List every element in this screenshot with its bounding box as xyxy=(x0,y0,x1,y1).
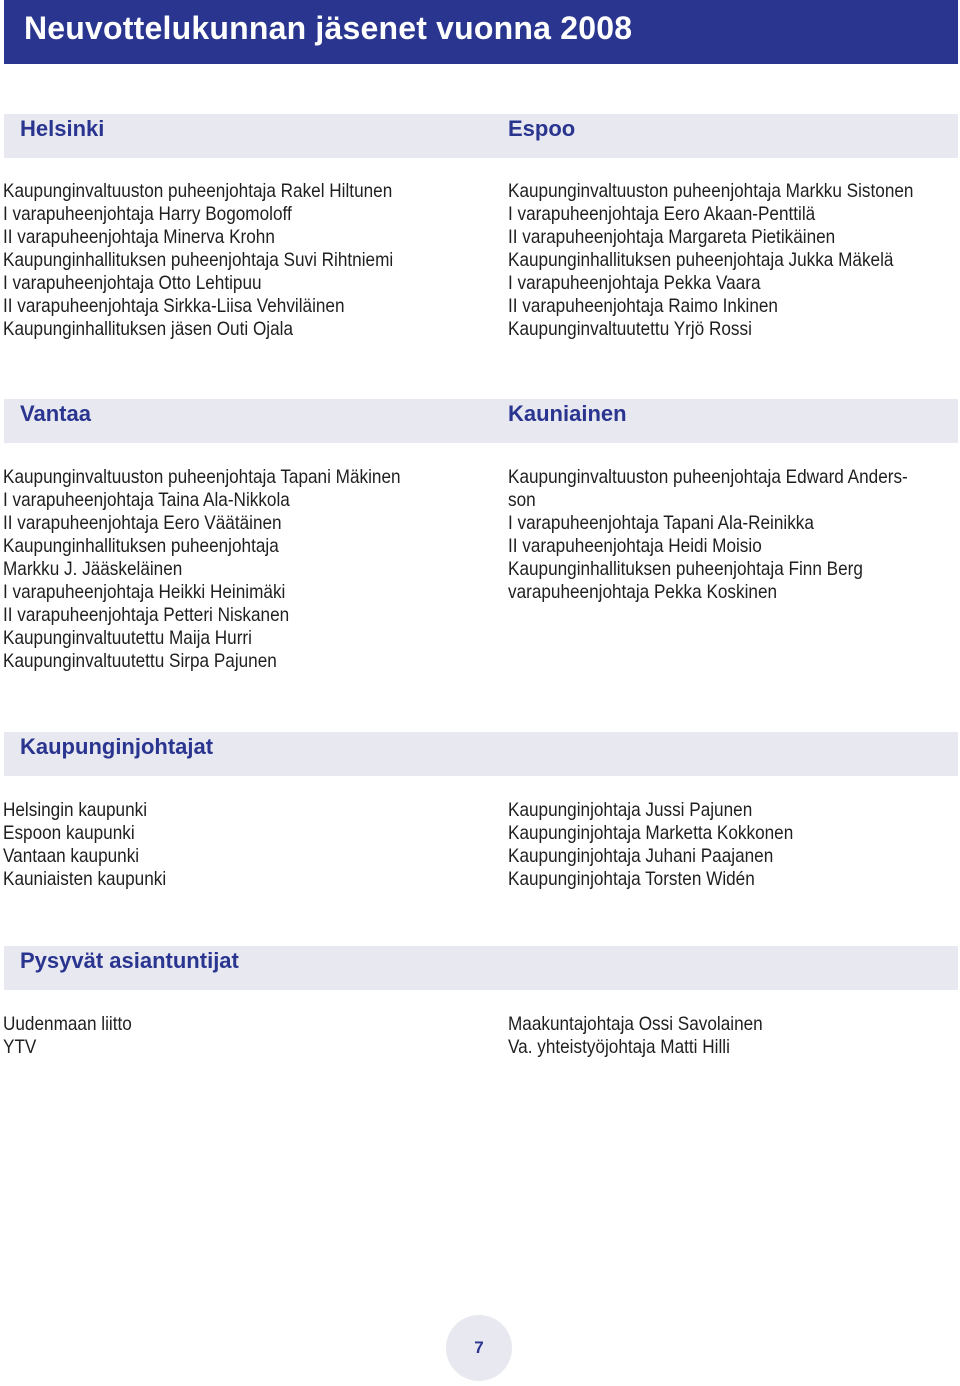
heading-asiantuntijat: Pysyvät asiantuntijat xyxy=(20,948,239,973)
city-line: Espoon kaupunki xyxy=(3,822,135,844)
member-line: II varapuheenjohtaja Minerva Krohn xyxy=(3,226,275,248)
member-line: II varapuheenjohtaja Eero Väätäinen xyxy=(3,512,282,534)
member-line: Kaupunginvaltuutettu Yrjö Rossi xyxy=(508,318,752,340)
member-line: Kaupunginhallituksen puheenjohtaja Jukka Mäkelä xyxy=(508,249,894,271)
title-banner xyxy=(4,0,958,64)
heading-espoo: Espoo xyxy=(508,116,576,141)
member-line: Kaupunginvaltuutettu Sirpa Pajunen xyxy=(3,650,277,672)
page-number: 7 xyxy=(474,1338,484,1357)
espoo-members xyxy=(508,180,913,341)
mayor-line: Kaupunginjohtaja Torsten Widén xyxy=(508,868,755,890)
organization-line: YTV xyxy=(3,1036,37,1058)
kauniainen-members xyxy=(508,466,908,604)
member-line: Kaupunginvaltuuston puheenjohtaja Edward Anders- xyxy=(508,466,908,488)
member-line: Kaupunginvaltuuston puheenjohtaja Markku Sistonen xyxy=(508,180,914,202)
member-line: I varapuheenjohtaja Heikki Heinimäki xyxy=(3,581,286,603)
organization-line: Uudenmaan liitto xyxy=(3,1013,132,1035)
member-line: Kaupunginvaltuuston puheenjohtaja Tapani Mäkinen xyxy=(3,466,401,488)
heading-kauniainen: Kauniainen xyxy=(508,401,627,426)
page-title: Neuvottelukunnan jäsenet vuonna 2008 xyxy=(24,10,633,46)
member-line: II varapuheenjohtaja Heidi Moisio xyxy=(508,535,762,557)
member-line: son xyxy=(508,489,536,511)
city-line: Vantaan kaupunki xyxy=(3,845,140,867)
expert-line: Va. yhteistyöjohtaja Matti Hilli xyxy=(508,1036,730,1058)
heading-kaupunginjohtajat: Kaupunginjohtajat xyxy=(20,734,214,759)
city-line: Helsingin kaupunki xyxy=(3,799,148,821)
section-band-vantaa-kauniainen xyxy=(4,399,958,443)
mayor-line: Kaupunginjohtaja Marketta Kokkonen xyxy=(508,822,794,844)
mayors-list xyxy=(508,799,793,891)
vantaa-members xyxy=(3,466,401,673)
member-line: II varapuheenjohtaja Raimo Inkinen xyxy=(508,295,778,317)
member-line: II varapuheenjohtaja Margareta Pietikäinen xyxy=(508,226,836,248)
member-line: Kaupunginhallituksen jäsen Outi Ojala xyxy=(3,318,294,340)
member-line: I varapuheenjohtaja Otto Lehtipuu xyxy=(3,272,262,294)
member-line: Kaupunginvaltuuston puheenjohtaja Rakel Hiltunen xyxy=(3,180,393,202)
member-line: Kaupunginhallituksen puheenjohtaja Suvi Rihtniemi xyxy=(3,249,394,271)
member-line: Markku J. Jääskeläinen xyxy=(3,558,183,580)
member-line: varapuheenjohtaja Pekka Koskinen xyxy=(508,581,778,603)
member-line: I varapuheenjohtaja Tapani Ala-Reinikka xyxy=(508,512,814,534)
page-number-badge xyxy=(446,1315,512,1381)
member-line: I varapuheenjohtaja Harry Bogomoloff xyxy=(3,203,292,225)
mayor-line: Kaupunginjohtaja Jussi Pajunen xyxy=(508,799,753,821)
expert-line: Maakuntajohtaja Ossi Savolainen xyxy=(508,1013,763,1035)
member-line: I varapuheenjohtaja Eero Akaan-Penttilä xyxy=(508,203,816,225)
member-line: II varapuheenjohtaja Sirkka-Liisa Vehviläinen xyxy=(3,295,345,317)
member-line: I varapuheenjohtaja Pekka Vaara xyxy=(508,272,761,294)
organizations-list xyxy=(3,1013,132,1059)
cities-list xyxy=(3,799,166,891)
experts-list xyxy=(508,1013,763,1059)
helsinki-members xyxy=(3,180,393,341)
member-line: Kaupunginhallituksen puheenjohtaja Finn Berg xyxy=(508,558,863,580)
section-band-helsinki-espoo xyxy=(4,114,958,158)
member-line: Kaupunginhallituksen puheenjohtaja xyxy=(3,535,279,557)
member-line: I varapuheenjohtaja Taina Ala-Nikkola xyxy=(3,489,290,511)
heading-helsinki: Helsinki xyxy=(20,116,105,141)
mayor-line: Kaupunginjohtaja Juhani Paajanen xyxy=(508,845,774,867)
member-line: II varapuheenjohtaja Petteri Niskanen xyxy=(3,604,290,626)
member-line: Kaupunginvaltuutettu Maija Hurri xyxy=(3,627,252,649)
city-line: Kauniaisten kaupunki xyxy=(3,868,167,890)
heading-vantaa: Vantaa xyxy=(20,401,91,426)
